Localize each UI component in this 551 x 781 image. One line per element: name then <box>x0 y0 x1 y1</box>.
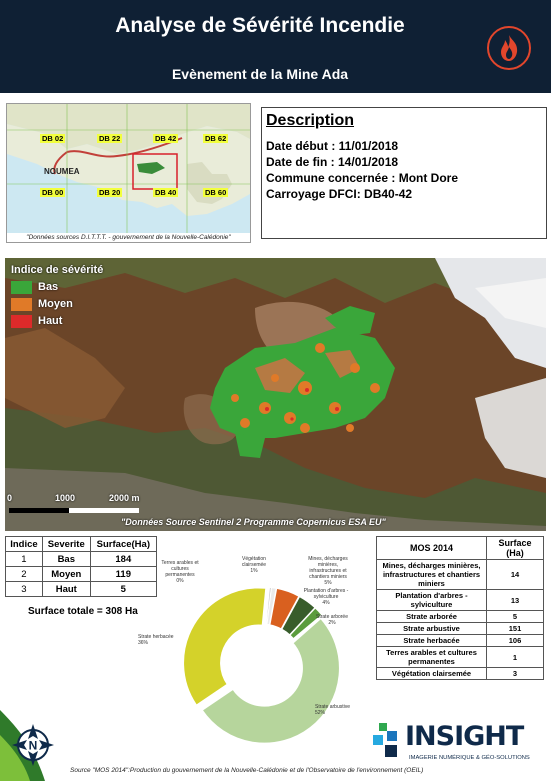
grid-label: DB 02 <box>42 134 64 143</box>
table-cell: 119 <box>90 567 156 582</box>
table-row <box>6 582 157 597</box>
page-subtitle: Evènement de la Mine Ada <box>171 66 349 82</box>
carroyage: Carroyage DFCI: DB40-42 <box>266 187 413 201</box>
north-arrow-icon <box>10 722 56 768</box>
table-cell: Végétation clairsemée <box>377 668 487 680</box>
legend-label: Bas <box>38 281 59 293</box>
table-header: Surface (Ha) <box>487 537 544 560</box>
location-map <box>6 103 251 243</box>
scale-label: 0 <box>7 493 13 503</box>
table-cell: 13 <box>487 590 544 611</box>
brand-icon <box>369 721 409 761</box>
table-cell: Mines, décharges minières, infrastructures et chantiers miniers <box>377 560 487 590</box>
table-row <box>377 611 544 623</box>
table-cell: 2 <box>6 567 43 582</box>
scale-label: 2000 m <box>109 493 140 503</box>
legend-swatch <box>11 315 32 328</box>
total-surface: Surface totale = 308 Ha <box>28 606 138 617</box>
insight-logo <box>369 719 547 767</box>
pie-label: Strate arborée 2% <box>316 614 348 626</box>
table-cell: Strate herbacée <box>377 635 487 647</box>
grid-label: DB 40 <box>155 188 177 197</box>
table-row <box>6 567 157 582</box>
table-cell: 3 <box>487 668 544 680</box>
scale-label: 1000 <box>55 493 76 503</box>
table-cell: Moyen <box>42 567 90 582</box>
legend-label: Moyen <box>38 298 73 310</box>
grid-label: DB 20 <box>99 188 121 197</box>
pie-label: Plantation d'arbres -sylviculture 4% <box>303 588 349 606</box>
grid-label: DB 60 <box>205 188 227 197</box>
grid-label: DB 42 <box>155 134 177 143</box>
table-cell: 106 <box>487 635 544 647</box>
table-cell: Plantation d'arbres - sylviculture <box>377 590 487 611</box>
description-box <box>261 107 547 239</box>
land-use-donut-chart <box>138 548 380 743</box>
pie-label: Mines, décharges minières, infrastructures et chantiers miniers 5% <box>308 556 348 586</box>
grid-label: DB 22 <box>99 134 121 143</box>
table-cell: Strate arborée <box>377 611 487 623</box>
table-cell: 1 <box>487 647 544 668</box>
table-header: Severite <box>42 537 90 552</box>
location-map-source: "Données sources D.I.T.T.T. - gouvernement de la Nouvelle-Calédonie" <box>7 233 250 242</box>
table-row <box>6 552 157 567</box>
pie-label: Végétation clairsemée 1% <box>241 556 267 574</box>
table-cell: 14 <box>487 560 544 590</box>
pie-label: Strate arbustive 52% <box>315 704 351 716</box>
table-header-row <box>377 537 544 560</box>
table-cell: 5 <box>487 611 544 623</box>
table-row <box>377 560 544 590</box>
table-cell: Strate arbustive <box>377 623 487 635</box>
grid-label: DB 62 <box>205 134 227 143</box>
fire-icon <box>487 26 531 70</box>
mos-table <box>376 536 544 680</box>
pie-label: Strate herbacée 36% <box>138 634 174 646</box>
table-row <box>377 668 544 680</box>
brand-name: INSIGHT <box>405 721 524 752</box>
table-row <box>377 590 544 611</box>
table-cell: 1 <box>6 552 43 567</box>
legend-swatch <box>11 298 32 311</box>
commune: Commune concernée : Mont Dore <box>266 171 459 185</box>
compass-label: N <box>28 738 38 753</box>
table-row <box>377 635 544 647</box>
date-end: Date de fin : 14/01/2018 <box>266 155 399 169</box>
brand-tagline: IMAGERIE NUMÉRIQUE & GÉO-SOLUTIONS <box>409 755 530 761</box>
satellite-source: "Données Source Sentinel 2 Programme Copernicus ESA EU" <box>121 517 386 527</box>
table-header: Indice <box>6 537 43 552</box>
table-header: Surface(Ha) <box>90 537 156 552</box>
table-cell: Bas <box>42 552 90 567</box>
page-title: Analyse de Sévérité Incendie <box>115 14 405 37</box>
date-start: Date début : 11/01/2018 <box>266 139 399 153</box>
table-cell: Terres arables et cultures permanentes <box>377 647 487 668</box>
table-cell: 184 <box>90 552 156 567</box>
legend-label: Haut <box>38 315 63 327</box>
table-cell: 151 <box>487 623 544 635</box>
table-row <box>377 623 544 635</box>
table-cell: 3 <box>6 582 43 597</box>
table-header: MOS 2014 <box>377 537 487 560</box>
table-cell: Haut <box>42 582 90 597</box>
table-row <box>377 647 544 668</box>
pie-label: Terres arables et cultures permanentes 0% <box>161 560 199 584</box>
severity-table <box>5 536 157 597</box>
header-banner <box>0 0 551 93</box>
footer-source: Source "MOS 2014":Production du gouvernement de la Nouvelle-Calédonie et de l'Observatoire de l'environnement (OEIL) <box>70 767 424 774</box>
scale-bar <box>9 508 139 513</box>
table-cell: 5 <box>90 582 156 597</box>
description-heading: Description <box>266 112 355 129</box>
pie-slice <box>184 588 266 705</box>
city-label: NOUMEA <box>44 167 80 176</box>
table-header-row <box>6 537 157 552</box>
legend-title: Indice de sévérité <box>11 264 104 276</box>
grid-label: DB 00 <box>42 188 64 197</box>
severity-map <box>5 258 546 531</box>
legend-swatch <box>11 281 32 294</box>
